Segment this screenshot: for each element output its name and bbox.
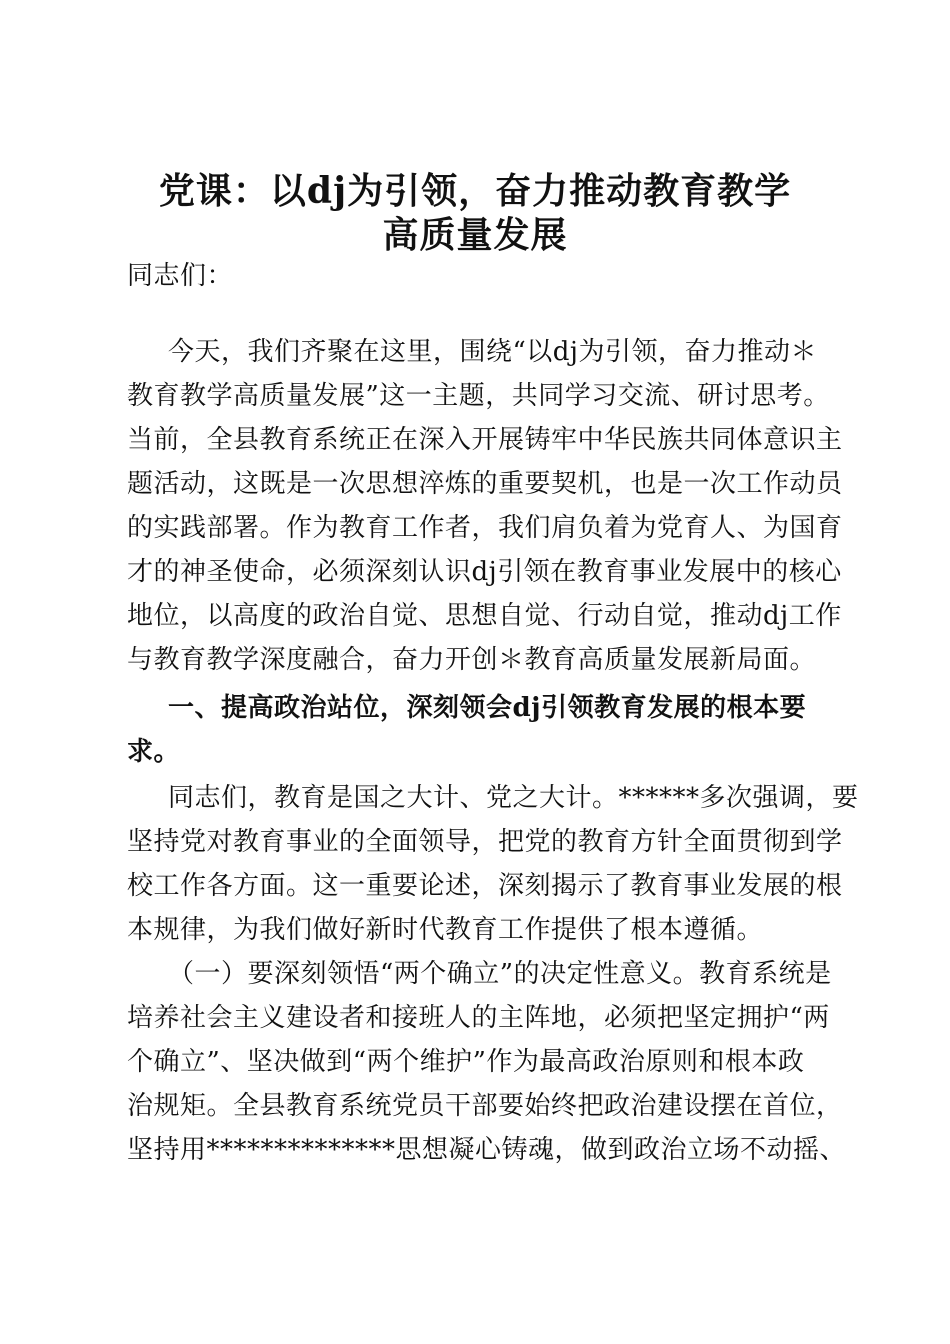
section-heading-line: 求。: [127, 737, 181, 767]
salutation: 同志们：: [127, 261, 234, 291]
paragraph-line: 题活动，这既是一次思想淬炼的重要契机，也是一次工作动员: [127, 469, 843, 499]
paragraph-line: 本规律，为我们做好新时代教育工作提供了根本遵循。: [127, 915, 764, 945]
document-title-line-2: 高质量发展: [382, 214, 568, 256]
section-heading-line: 一、提高政治站位，深刻领会dj引领教育发展的根本要: [168, 693, 807, 723]
document-title-line-1: 党课：以dj为引领，奋力推动教育教学: [158, 170, 792, 212]
paragraph-line: 才的神圣使命，必须深刻认识dj引领在教育事业发展中的核心: [127, 557, 842, 587]
paragraph-line: 校工作各方面。这一重要论述，深刻揭示了教育事业发展的根: [127, 871, 843, 901]
paragraph-line: 地位，以高度的政治自觉、思想自觉、行动自觉，推动dj工作: [127, 601, 842, 631]
paragraph-line: 同志们，教育是国之大计、党之大计。******多次强调，要: [168, 783, 859, 813]
paragraph-line: 坚持用**************思想凝心铸魂，做到政治立场不动摇、: [127, 1135, 847, 1165]
paragraph-line: 个确立”、坚决做到“两个维护”作为最高政治原则和根本政: [127, 1047, 805, 1077]
paragraph-line: 的实践部署。作为教育工作者，我们肩负着为党育人、为国育: [127, 513, 843, 543]
paragraph-line: 治规矩。全县教育系统党员干部要始终把政治建设摆在首位，: [127, 1091, 843, 1121]
paragraph-line: 教育教学高质量发展”这一主题，共同学习交流、研讨思考。: [127, 381, 830, 411]
paragraph-line: 与教育教学深度融合，奋力开创＊教育高质量发展新局面。: [127, 645, 817, 675]
paragraph-line: （一）要深刻领悟“两个确立”的决定性意义。教育系统是: [168, 959, 832, 989]
paragraph-line: 坚持党对教育事业的全面领导，把党的教育方针全面贯彻到学: [127, 827, 843, 857]
paragraph-line: 当前，全县教育系统正在深入开展铸牢中华民族共同体意识主: [127, 425, 843, 455]
paragraph-line: 培养社会主义建设者和接班人的主阵地，必须把坚定拥护“两: [127, 1003, 830, 1033]
paragraph-line: 今天，我们齐聚在这里，围绕“以dj为引领，奋力推动＊: [168, 337, 817, 367]
